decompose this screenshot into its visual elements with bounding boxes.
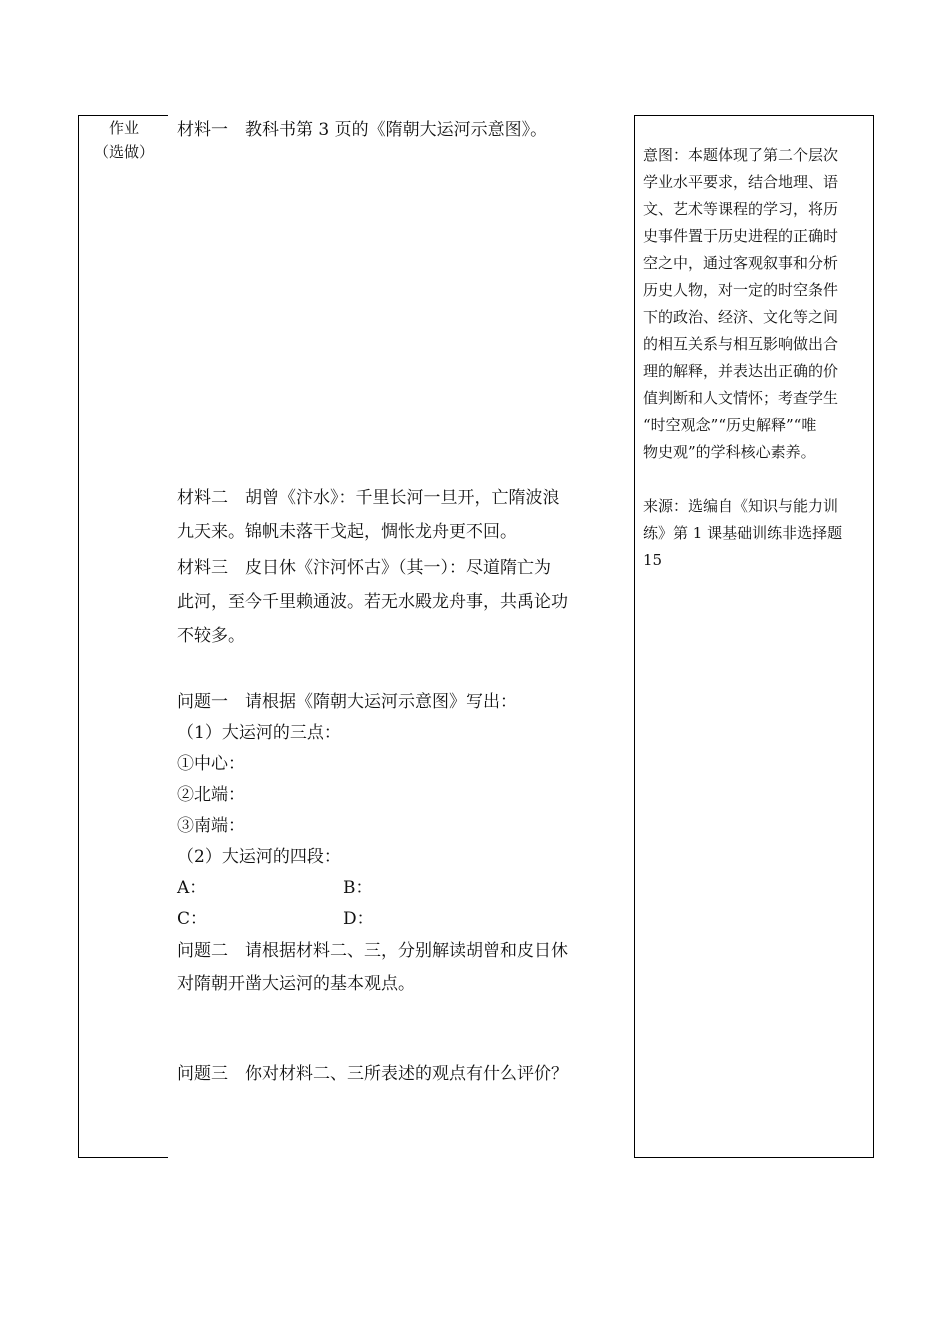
right-cell-right-border	[873, 115, 874, 1158]
question-1	[177, 687, 627, 935]
question-1-part-1: （1）大运河的三点：	[177, 723, 341, 743]
intent-line: 意图：本题体现了第二个层次	[643, 146, 839, 164]
intent-line: 学业水平要求，结合地理、语	[643, 173, 839, 191]
right-cell-bottom-border	[634, 1157, 874, 1158]
material-3-line-2: 此河，至今千里赖通波。若无水殿龙舟事，共禹论功	[177, 592, 568, 612]
question-1-d: D：	[343, 909, 374, 929]
question-1-row-cd	[177, 904, 627, 935]
material-2	[177, 481, 627, 549]
question-1-row-ab	[177, 873, 627, 904]
question-2-line-2: 对隋朝开凿大运河的基本观点。	[177, 974, 415, 994]
source-line: 15	[643, 551, 663, 569]
homework-label-cell	[80, 116, 168, 164]
question-1-part-2: （2）大运河的四段：	[177, 847, 341, 867]
question-2-line-1: 问题二 请根据材料二、三，分别解读胡曾和皮日休	[177, 941, 568, 961]
homework-label: 作业	[108, 119, 139, 137]
intent-note	[643, 142, 868, 466]
right-cell-left-border	[634, 115, 635, 1158]
table-bottom-border-left	[78, 1157, 168, 1158]
question-1-center: ①中心：	[177, 754, 245, 774]
material-3	[177, 551, 627, 653]
material-1	[177, 113, 627, 147]
intent-line: 理的解释，并表达出正确的价	[643, 362, 839, 380]
optional-label: （选做）	[93, 143, 154, 161]
material-2-line-2: 九天来。锦帆未落干戈起，惆怅龙舟更不回。	[177, 522, 517, 542]
question-1-c: C：	[177, 909, 208, 929]
intent-line: 历史人物，对一定的时空条件	[643, 281, 839, 299]
source-note	[643, 493, 868, 574]
material-3-line-1: 材料三 皮日休《汴河怀古》（其一）：尽道隋亡为	[177, 558, 551, 578]
intent-line: 空之中，通过客观叙事和分析	[643, 254, 839, 272]
question-1-b: B：	[343, 878, 373, 898]
question-3	[177, 1059, 627, 1090]
intent-line: 值判断和人文情怀；考查学生	[643, 389, 839, 407]
material-1-text: 材料一 教科书第 3 页的《隋朝大运河示意图》。	[177, 120, 548, 140]
question-1-south: ③南端：	[177, 816, 245, 836]
table-left-border	[78, 115, 79, 1158]
intent-line: 的相互关系与相互影响做出合	[643, 335, 839, 353]
source-line: 练》第 1 课基础训练非选择题	[643, 524, 843, 542]
question-1-north: ②北端：	[177, 785, 245, 805]
intent-line: 史事件置于历史进程的正确时	[643, 227, 839, 245]
intent-line: 物史观”的学科核心素养。	[643, 443, 816, 461]
intent-line: 文、艺术等课程的学习，将历	[643, 200, 839, 218]
material-3-line-3: 不较多。	[177, 626, 245, 646]
question-2	[177, 935, 627, 1001]
intent-line: 下的政治、经济、文化等之间	[643, 308, 839, 326]
question-1-a: A：	[177, 878, 207, 898]
source-line: 来源：选编自《知识与能力训	[643, 497, 839, 515]
question-3-text: 问题三 你对材料二、三所表述的观点有什么评价？	[177, 1064, 568, 1084]
material-2-line-1: 材料二 胡曾《汴水》：千里长河一旦开，亡隋波浪	[177, 488, 560, 508]
right-cell-top-border	[634, 115, 874, 116]
question-1-title: 问题一 请根据《隋朝大运河示意图》写出：	[177, 692, 517, 712]
intent-line: “时空观念”“历史解释”“唯	[643, 416, 817, 434]
